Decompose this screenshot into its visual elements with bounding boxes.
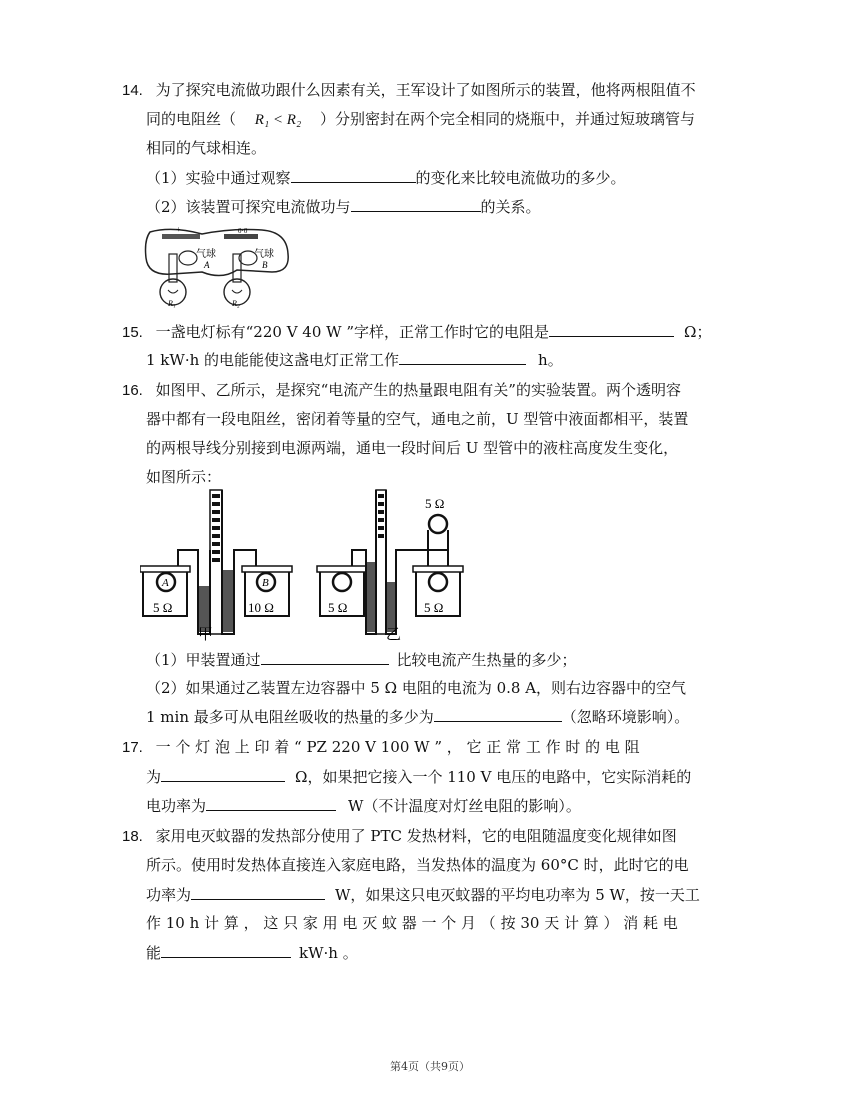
- q17-line3: [146, 795, 581, 816]
- q14-balloon-b-label: 气球: [254, 249, 274, 260]
- q18-text-2: 所示。使用时发热体直接连入家庭电路，当发热体的温度为 60°C 时，此时它的电: [146, 856, 689, 874]
- q14-answer-blank-1[interactable]: [291, 167, 416, 183]
- q16-jia-caption: 甲: [198, 627, 214, 643]
- q16-text-4: 如图所示：: [146, 468, 222, 486]
- q14-line3: [146, 138, 266, 158]
- q18-line2: [146, 855, 689, 875]
- q17-answer-blank-2[interactable]: [206, 795, 336, 811]
- q16-jia-left-name: A: [162, 577, 169, 589]
- q16-sub2-text-2a: 1 min 最多可从电阻丝吸收的热量的多少为: [146, 708, 434, 726]
- q17-line2: [146, 766, 691, 787]
- q16-line3: [146, 438, 678, 458]
- q14-label-a: A: [204, 260, 210, 270]
- q16-yi-caption: 乙: [386, 627, 402, 643]
- q18-text-4: 作 10 h 计 算 ， 这 只 家 用 电 灭 蚊 器 一 个 月 （ 按 30 天 计 算 ） 消 耗 电: [146, 914, 678, 932]
- q17-number: 17.: [122, 739, 143, 756]
- q16-number: 16.: [122, 382, 143, 399]
- q14-apparatus-figure: [142, 224, 294, 310]
- q16-sub2-line2: [146, 706, 689, 727]
- q14-balloon-a-label: 气球: [196, 249, 216, 260]
- q18-line5: [146, 942, 358, 963]
- q16-apparatus-figure: [140, 486, 470, 646]
- q14-line2: [146, 109, 695, 130]
- q18-text-5b: kW·h 。: [299, 944, 358, 962]
- q14-r1-label: R₁: [168, 299, 176, 308]
- q18-line3: [146, 884, 700, 905]
- q17-text-2a: 为: [146, 768, 162, 786]
- q14-sub1-text-b: 的变化来比较电流做功的多少。: [415, 169, 626, 187]
- q18-answer-blank-2[interactable]: [161, 942, 291, 958]
- svg-text:0·0: 0·0: [238, 227, 248, 235]
- q15-answer-blank-1[interactable]: [549, 321, 674, 337]
- q18-line1: [122, 826, 677, 847]
- q18-answer-blank-1[interactable]: [191, 884, 325, 900]
- q15-line1: [122, 321, 711, 343]
- q14-r2-label: R₂: [232, 299, 240, 308]
- q16-sub1: [146, 649, 577, 670]
- q17-text-3a: 电功率为: [146, 797, 207, 815]
- q16-line1: [122, 380, 681, 401]
- q16-text-3: 的两根导线分别接到电源两端，通电一段时间后 U 型管中的液柱高度发生变化，: [146, 439, 679, 457]
- q18-number: 18.: [122, 828, 143, 845]
- q14-number: 14.: [122, 82, 143, 99]
- q14-inequality: R₁ < R₂: [254, 112, 302, 128]
- svg-text:+: +: [176, 225, 181, 234]
- q14-line1: [122, 80, 696, 101]
- q15-number: 15.: [122, 324, 143, 341]
- q15-text-1: 一盏电灯标有“220 V 40 W ”字样，正常工作时它的电阻是: [155, 323, 550, 341]
- q17-text-2b: Ω，如果把它接入一个 110 V 电压的电路中，它实际消耗的: [295, 768, 692, 786]
- q16-yi-top-resistance: 5 Ω: [425, 496, 445, 511]
- q16-jia-right-name: B: [262, 577, 269, 589]
- q15-unit-1: Ω；: [684, 323, 712, 341]
- q16-text-1: 如图甲、乙所示，是探究“电流产生的热量跟电阻有关”的实验装置。两个透明容: [155, 381, 681, 399]
- q15-line2: [146, 349, 563, 370]
- q14-sub2: [146, 196, 541, 217]
- q16-sub2-text-2b: （忽略环境影响）。: [561, 708, 690, 726]
- q16-line4: [146, 467, 221, 487]
- q16-jia-left-resistance: 5 Ω: [153, 600, 173, 615]
- q16-answer-blank-2[interactable]: [434, 706, 562, 722]
- q15-text-2: 1 kW·h 的电能能使这盏电灯正常工作: [146, 351, 400, 369]
- q18-text-1: 家用电灭蚊器的发热部分使用了 PTC 发热材料，它的电阻随温度变化规律如图: [155, 827, 677, 845]
- q14-text-2b: ）分别密封在两个完全相同的烧瓶中，并通过短玻璃管与: [319, 110, 695, 128]
- q17-answer-blank-1[interactable]: [161, 766, 285, 782]
- q18-text-5a: 能: [146, 944, 162, 962]
- q16-yi-left-resistance: 5 Ω: [328, 600, 348, 615]
- q16-sub2-text-1: （2）如果通过乙装置左边容器中 5 Ω 电阻的电流为 0.8 A，则右边容器中的空气: [146, 679, 687, 697]
- q14-text-2a: 同的电阻丝（: [146, 110, 237, 128]
- q15-answer-blank-2[interactable]: [399, 349, 526, 365]
- q14-answer-blank-2[interactable]: [351, 196, 481, 212]
- q18-text-3a: 功率为: [146, 886, 192, 904]
- q15-unit-2: h。: [538, 351, 563, 369]
- q16-text-2: 器中都有一段电阻丝，密闭着等量的空气，通电之前，U 型管中液面都相平，装置: [146, 410, 689, 428]
- q16-yi-right-resistance: 5 Ω: [424, 600, 444, 615]
- q18-line4: [146, 913, 678, 933]
- q14-sub1-text-a: （1）实验中通过观察: [146, 169, 291, 187]
- q16-sub1-text-b: 比较电流产生热量的多少；: [396, 651, 577, 669]
- q16-sub2-line1: [146, 678, 686, 698]
- q14-label-b: B: [262, 260, 268, 270]
- q17-line1: [122, 737, 640, 758]
- q16-answer-blank-1[interactable]: [261, 649, 389, 665]
- q14-sub2-text-b: 的关系。: [480, 198, 541, 216]
- q14-sub2-text-a: （2）该装置可探究电流做功与: [146, 198, 351, 216]
- q16-line2: [146, 409, 688, 429]
- q18-text-3b: W，如果这只电灭蚊器的平均电功率为 5 W，按一天工: [335, 886, 700, 904]
- page-footer: 第4页（共9页）: [390, 1060, 470, 1073]
- q17-text-1: 一 个 灯 泡 上 印 着 “ PZ 220 V 100 W ” ， 它 正 常 工 作 时 的 电 阻: [155, 738, 640, 756]
- q14-text-3: 相同的气球相连。: [146, 139, 267, 157]
- q16-jia-right-resistance: 10 Ω: [248, 600, 274, 615]
- q14-text-1: 为了探究电流做功跟什么因素有关，王军设计了如图所示的装置，他将两根阻值不: [155, 81, 696, 99]
- q17-text-3b: W（不计温度对灯丝电阻的影响）。: [348, 797, 581, 815]
- q16-sub1-text-a: （1）甲装置通过: [146, 651, 261, 669]
- q14-sub1: [146, 167, 626, 188]
